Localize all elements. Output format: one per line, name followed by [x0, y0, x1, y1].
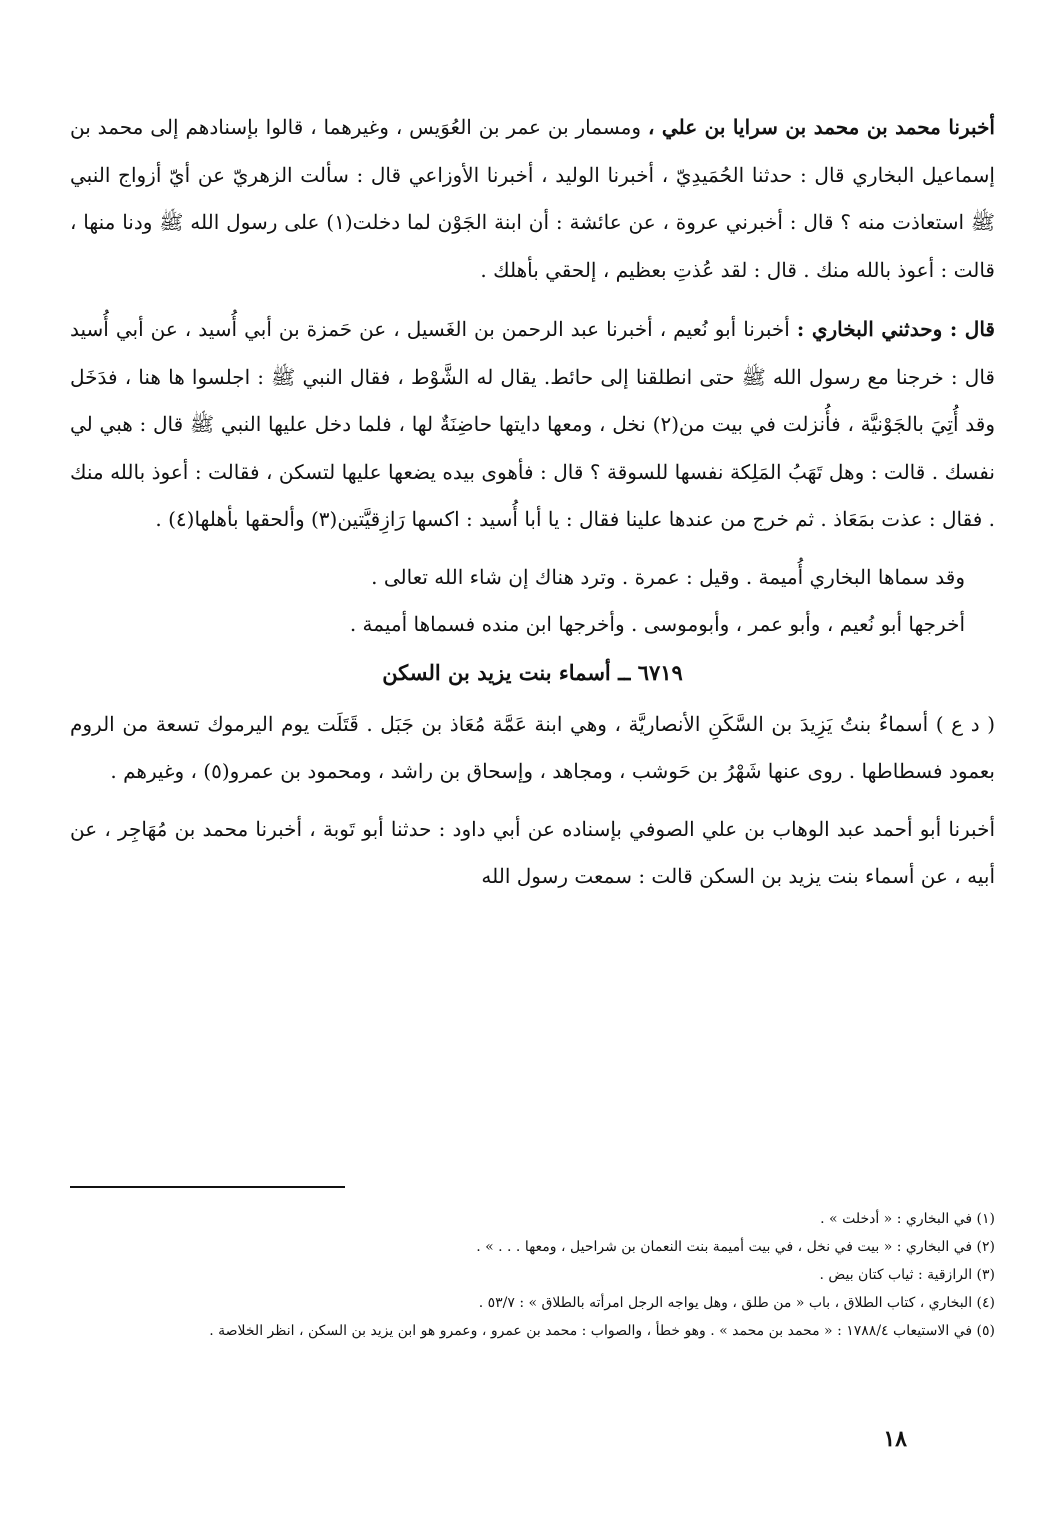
footnotes: [70, 1205, 995, 1345]
paragraph-lead: أخبرنا محمد بن محمد بن سرايا بن علي ،: [647, 115, 995, 139]
paragraph-biography: ( د ع ) أسماءُ بنتُ يَزِيدَ بن السَّكَنِ الأنصاريَّة ، وهي ابنة عَمَّة مُعَاذ بن جَبَل . قَتَلَت يوم اليرموك تسعة من الروم بعمود فسطاطها . روى عنها شَهْرُ بن حَوشب ، ومجاهد ، وإسحاق بن راشد ، ومحمود بن عمرو(٥) ، وغيرهم .: [70, 711, 995, 783]
footnote-5: (٥) في الاستيعاب ١٧٨٨/٤ : « محمد بن محمد » . وهو خطأ ، والصواب : محمد بن عمرو ، وعمرو هو ابن يزيد بن السكن ، انظر الخلاصة .: [209, 1323, 995, 1339]
paragraph-isnad-3: أخبرنا أبو أحمد عبد الوهاب بن علي الصوفي بإسناده عن أبي داود : حدثنا أبو تَوبة ، أخبرنا محمد بن مُهَاجِر ، عن أبيه ، عن أسماء بنت يزيد بن السكن قالت : سمعت رسول الله: [70, 816, 995, 888]
footnote-1: (١) في البخاري : « أدخلت » .: [820, 1211, 995, 1227]
paragraph-isnad-2: [70, 306, 995, 544]
paragraph-lead: قال : وحدثني البخاري :: [796, 317, 995, 341]
footnote-divider: [70, 1186, 345, 1188]
page-number: ١٨: [883, 1426, 907, 1452]
footnote-4: (٤) البخاري ، كتاب الطلاق ، باب « من طلق ، وهل يواجه الرجل امرأته بالطلاق » : ٥٣/٧ .: [478, 1295, 995, 1311]
paragraph-naming-note: [70, 554, 995, 649]
footnote-3: (٣) الرازقية : ثياب كتان بيض .: [819, 1267, 995, 1283]
page-body: [70, 104, 995, 901]
entry-heading: ٦٧١٩ ــ أسماء بنت يزيد بن السكن: [382, 659, 683, 685]
paragraph-isnad-1: [70, 104, 995, 294]
naming-note-line-2: أخرجها أبو نُعيم ، وأبو عمر ، وأبوموسى . وأخرجها ابن منده فسماها أميمة .: [349, 612, 965, 636]
naming-note-line-1: وقد سماها البخاري أُميمة . وقيل : عمرة . وترد هناك إن شاء الله تعالى .: [371, 564, 965, 589]
paragraph-text: ومسمار بن عمر بن العُوَيس ، وغيرهما ، قالوا بإسنادهم إلى محمد بن إسماعيل البخاري قال : حدثنا الحُمَيدِيّ ، أخبرنا الوليد ، أخبرنا الأوزاعي قال : سألت الزهريّ عن أيّ أزواج النبي ﷺ استعاذت منه ؟ قال : أخبرني عروة ، عن عائشة : أن ابنة الجَوْن لما دخلت(١) على رسول الله ﷺ ودنا منها ، قالت : أعوذ بالله منك . قال : لقد عُذتِ بعظيم ، إلحقي بأهلك .: [70, 115, 996, 282]
footnote-2: (٢) في البخاري : « بيت في نخل ، في بيت أميمة بنت النعمان بن شراحيل ، ومعها . . . » .: [476, 1239, 995, 1255]
paragraph-text: أخبرنا أبو نُعيم ، أخبرنا عبد الرحمن بن الغَسيل ، عن حَمزة بن أبي أُسيد ، عن أبي أُسيد قال : خرجنا مع رسول الله ﷺ حتى انطلقنا إلى حائط. يقال له الشَّوْط ، فقال النبي ﷺ : اجلسوا ها هنا ، فدَخَل وقد أُتِيَ بالجَوْنيَّة ، فأُنزلت في بيت من(٢) نخل ، ومعها دايتها حاضِنَةٌ لها ، فلما دخل عليها النبي ﷺ قال : هبي لي نفسك . قالت : وهل تَهَبُ المَلِكة نفسها للسوقة ؟ قال : فأهوى بيده يضعها عليها لتسكن ، فقالت : أعوذ بالله منك . فقال : عذت بمَعَاذ . ثم خرج من عندها علينا فقال : يا أبا أُسيد : اكسها رَازِقيَّتين(٣) وألحقها بأهلها(٤) .: [70, 317, 995, 531]
